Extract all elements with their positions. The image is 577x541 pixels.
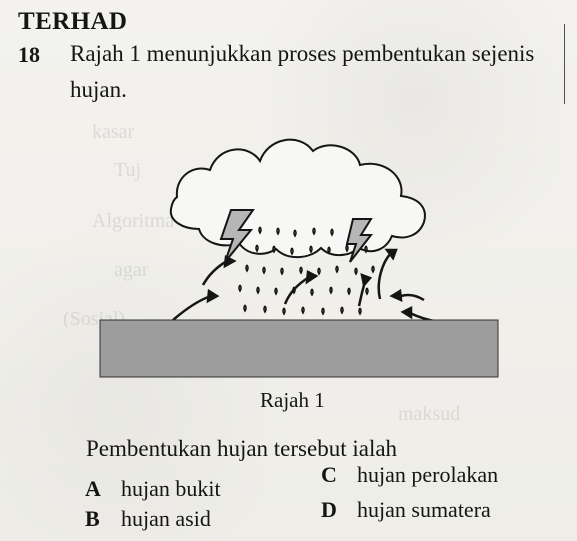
question-stem: Pembentukan hujan tersebut ialah — [86, 436, 398, 461]
option-c[interactable] — [321, 462, 498, 488]
option-d-text: hujan sumatera — [357, 497, 491, 522]
option-b-key: B — [85, 506, 100, 531]
lightning-icon-right — [347, 219, 371, 262]
option-a-key: A — [85, 476, 101, 501]
background-bleedthrough-1: kasar — [92, 121, 135, 143]
background-bleedthrough-5: (Sosial) — [63, 308, 126, 330]
option-b[interactable] — [85, 506, 211, 532]
question-prompt: Rajah 1 menunjukkan proses pembentukan sejenis hujan. — [70, 41, 535, 102]
option-c-text: hujan perolakan — [357, 462, 499, 487]
question-number: 18 — [18, 42, 40, 67]
upward-air-arrows — [173, 250, 439, 322]
option-a-text: hujan bukit — [121, 476, 221, 501]
background-bleedthrough-3: Algoritma — [92, 210, 175, 232]
background-bleedthrough-2: Tuj — [114, 159, 142, 181]
ground-slab — [100, 320, 498, 377]
figure-caption: Rajah 1 — [260, 388, 325, 412]
option-d[interactable] — [321, 497, 491, 523]
option-a[interactable] — [85, 476, 221, 502]
option-d-key: D — [321, 497, 337, 522]
rain-formation-diagram — [85, 112, 515, 402]
cloud-icon — [171, 140, 425, 257]
option-c-key: C — [321, 462, 337, 487]
page-header: TERHAD — [18, 8, 128, 35]
background-bleedthrough-4: agar — [114, 259, 149, 281]
option-b-text: hujan asid — [121, 506, 211, 531]
background-bleedthrough-6: maksud — [398, 403, 461, 425]
right-margin-rule — [564, 24, 565, 104]
